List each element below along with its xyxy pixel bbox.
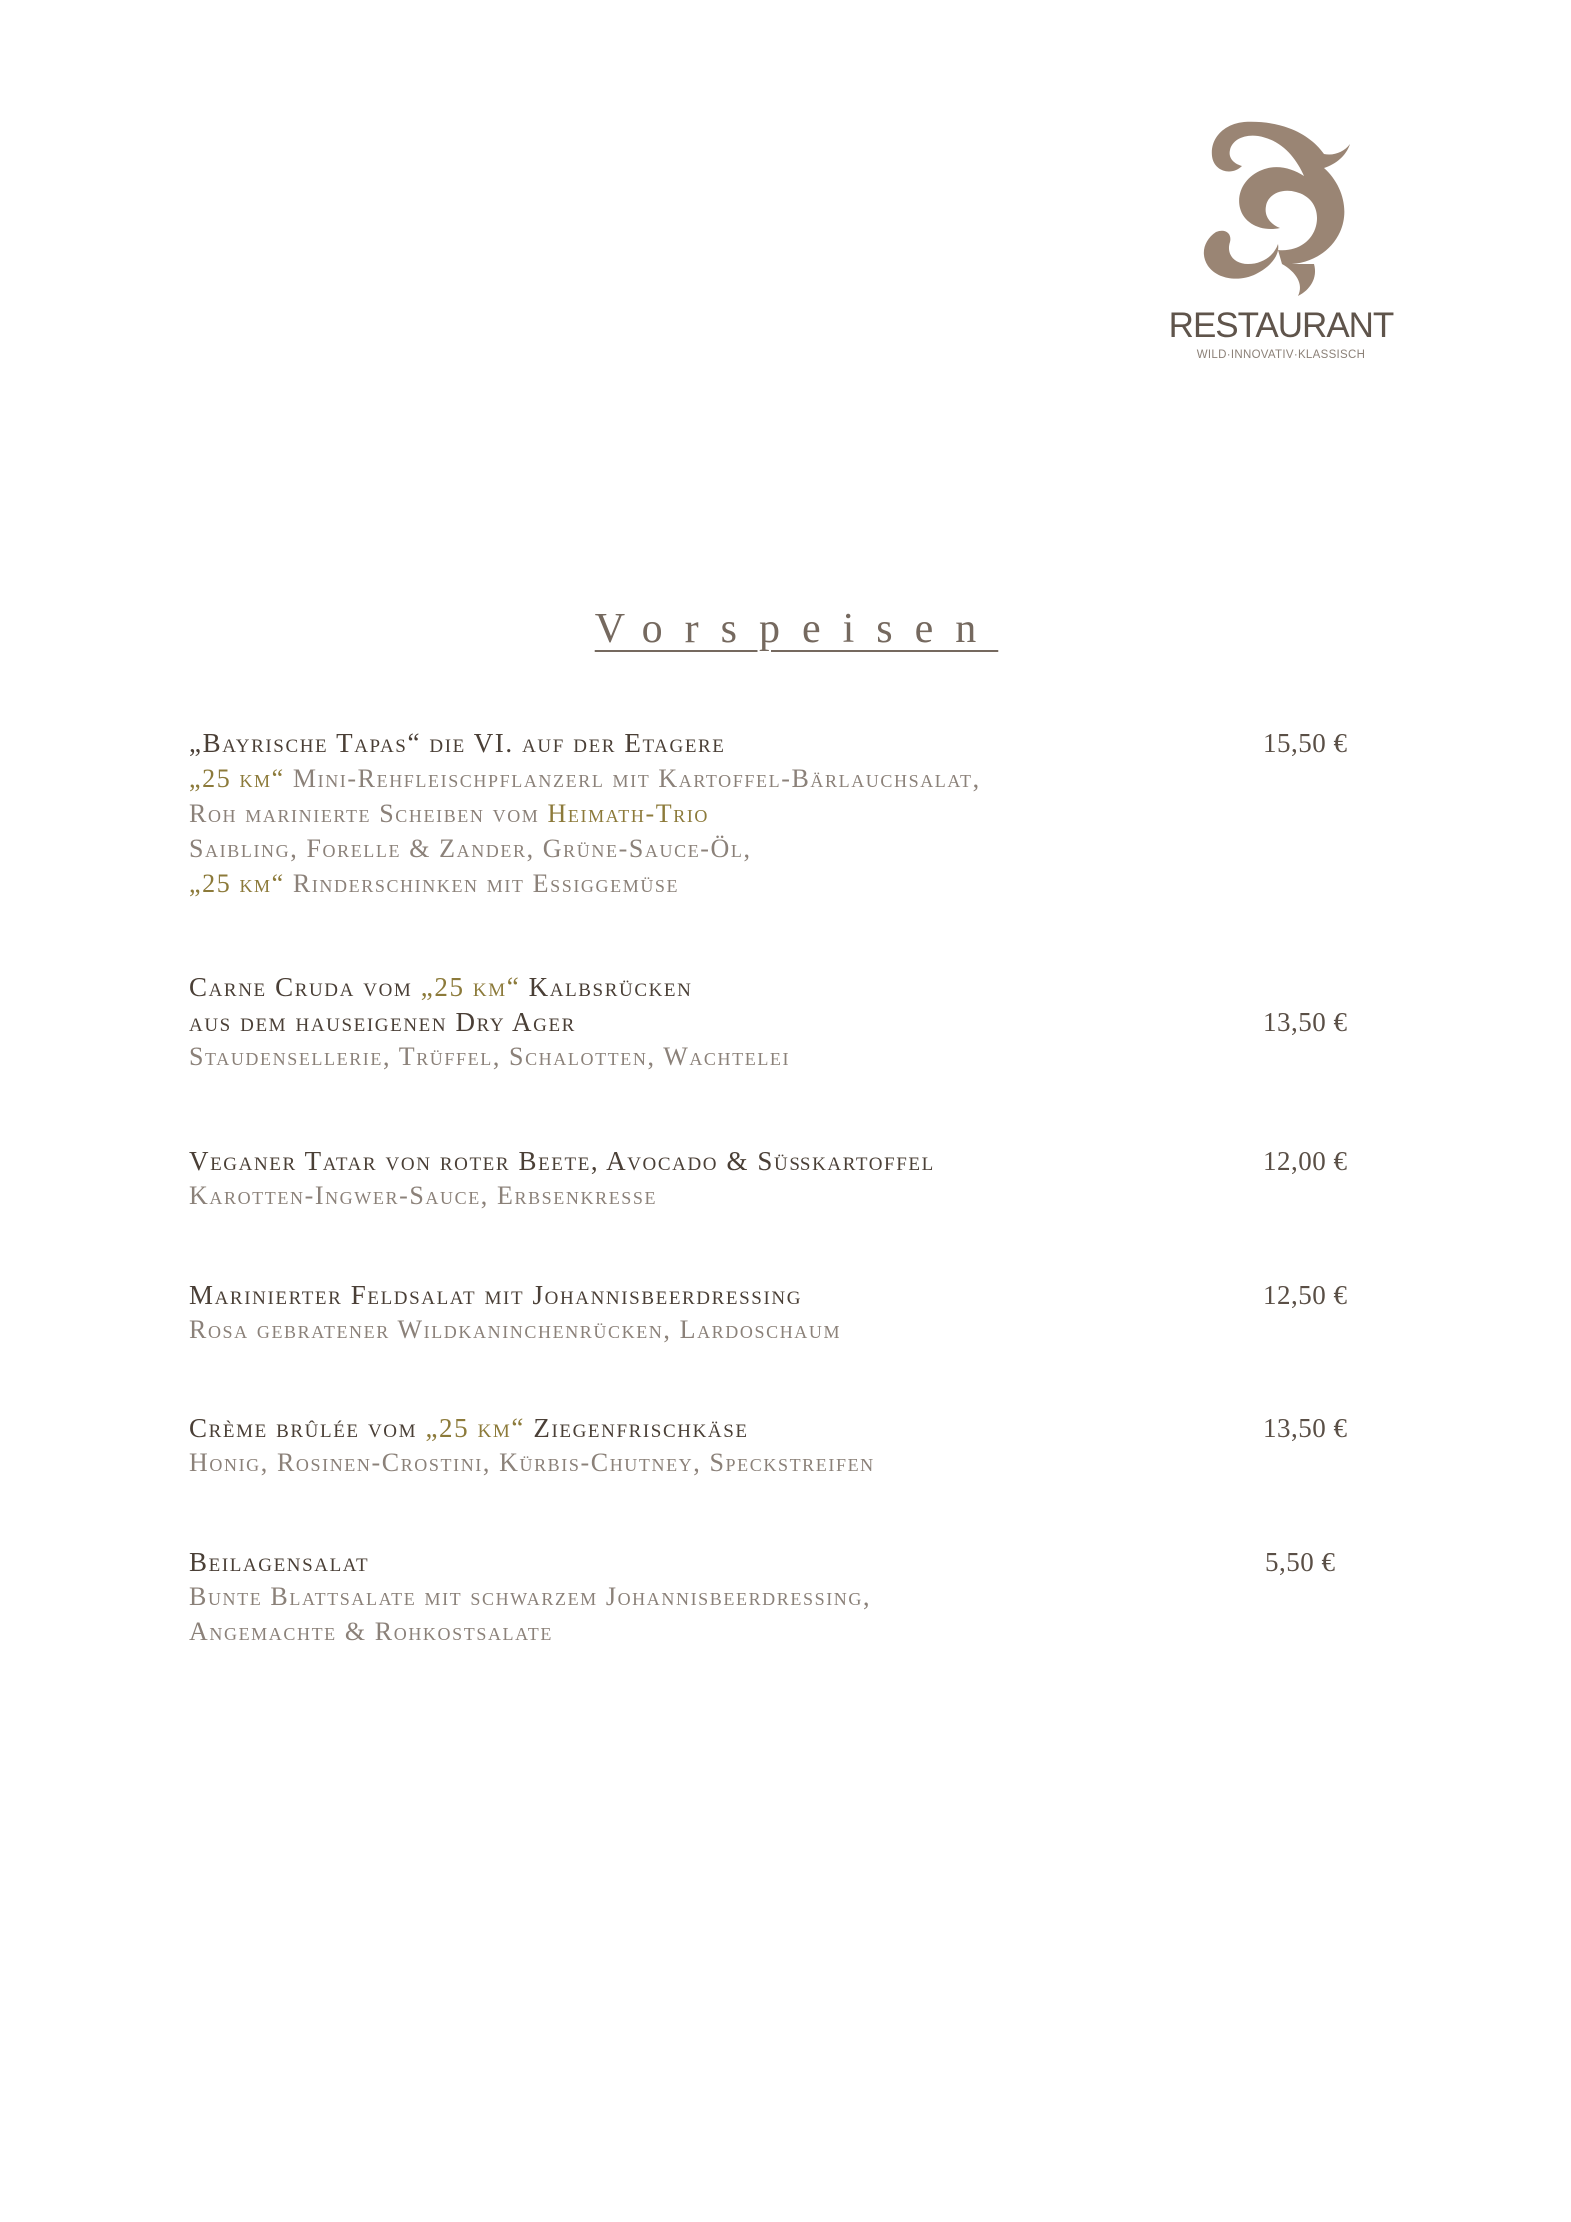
logo-monogram-icon (1186, 114, 1366, 300)
item-title: Carne Cruda vom „25 km“ Kalbsrücken (189, 972, 693, 1002)
item-description-line: Karotten-Ingwer-Sauce, Erbsenkresse (189, 1181, 658, 1210)
item-price: 12,50 € (1263, 1280, 1348, 1310)
logo-tagline: WILD·INNOVATIV·KLASSISCH (1196, 349, 1366, 361)
item-description-line: Honig, Rosinen-Crostini, Kürbis-Chutney, Speckstreifen (189, 1448, 875, 1477)
item-price: 15,50 € (1263, 728, 1348, 758)
item-price: 5,50 € (1265, 1547, 1336, 1577)
item-title: „Bayrische Tapas“ die VI. auf der Etagere (189, 728, 726, 758)
item-description-line: Angemachte & Rohkostsalate (189, 1617, 553, 1646)
item-title: Marinierter Feldsalat mit Johannisbeerdressing (189, 1280, 803, 1310)
item-price: 13,50 € (1263, 1413, 1348, 1443)
item-description-line: Saibling, Forelle & Zander, Grüne-Sauce-Öl, (189, 834, 752, 863)
item-price: 12,00 € (1263, 1146, 1348, 1176)
logo-wordmark: RESTAURANT (1168, 306, 1394, 345)
item-description-line: Staudensellerie, Trüffel, Schalotten, Wachtelei (189, 1042, 791, 1071)
restaurant-logo (1148, 106, 1414, 376)
item-description-line: „25 km“ Mini-Rehfleischpflanzerl mit Kartoffel-Bärlauchsalat, (189, 764, 981, 793)
item-title: Crème brûlée vom „25 km“ Ziegenfrischkäse (189, 1413, 749, 1443)
item-title-line-2: aus dem hauseigenen Dry Ager (189, 1007, 576, 1037)
item-price: 13,50 € (1263, 1007, 1348, 1037)
section-title (0, 605, 1571, 653)
section-title-text: Vorspeisen (594, 606, 999, 652)
item-title: Beilagensalat (189, 1547, 370, 1577)
item-description-line: Bunte Blattsalate mit schwarzem Johannisbeerdressing, (189, 1582, 872, 1611)
item-title: Veganer Tatar von roter Beete, Avocado & Süßkartoffel (189, 1146, 935, 1176)
item-description-line: Roh marinierte Scheiben vom Heimath-Trio (189, 799, 710, 828)
item-description-line: Rosa gebratener Wildkaninchenrücken, Lardoschaum (189, 1315, 842, 1344)
item-description-line: „25 km“ Rinderschinken mit Essiggemüse (189, 869, 680, 898)
